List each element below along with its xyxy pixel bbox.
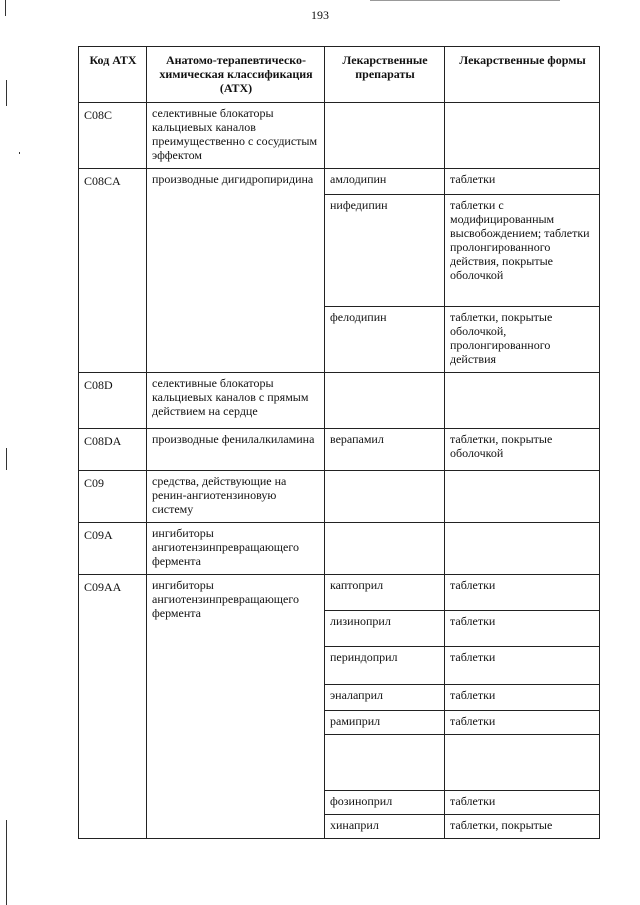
table-row: [79, 471, 600, 523]
atx-classification: селективные блокаторы кальциевых каналов с прямым действием на сердце: [147, 373, 325, 429]
scan-edge-mark: [6, 820, 7, 905]
drug-name: [325, 471, 445, 523]
atx-classification: средства, действующие на ренин-ангиотензиновую систему: [147, 471, 325, 523]
drug-name: верапамил: [325, 429, 445, 471]
drug-form: таблетки с модифицированным высвобождением; таблетки пролонгированного действия, покрытые оболочкой: [445, 195, 600, 307]
table-header-row: [79, 47, 600, 103]
drug-name: нифедипин: [325, 195, 445, 307]
header-classification: Анатомо-терапевтическо-химическая классификация (АТХ): [147, 47, 325, 103]
drug-name: каптоприл: [325, 575, 445, 611]
scan-edge-mark: [370, 0, 560, 1]
atx-code: C09A: [79, 523, 147, 575]
drug-form: таблетки: [445, 791, 600, 815]
header-code: Код АТХ: [79, 47, 147, 103]
atx-code: C08CA: [79, 169, 147, 373]
table-row: [79, 429, 600, 471]
drug-name: [325, 103, 445, 169]
atx-classification: производные дигидропиридина: [147, 169, 325, 373]
header-forms: Лекарственные формы: [445, 47, 600, 103]
drug-form: таблетки: [445, 711, 600, 735]
atx-classification: производные фенилалкиламина: [147, 429, 325, 471]
table-row: [79, 575, 600, 611]
atx-table: [78, 46, 600, 839]
atx-code: C08C: [79, 103, 147, 169]
scan-edge-mark: [6, 448, 7, 470]
drug-form: [445, 735, 600, 791]
drug-form: таблетки: [445, 611, 600, 647]
drug-form: таблетки, покрытые оболочкой: [445, 429, 600, 471]
table-row: [79, 523, 600, 575]
atx-classification: ингибиторы ангиотензинпревращающего фермента: [147, 575, 325, 839]
drug-name: лизиноприл: [325, 611, 445, 647]
drug-name: хинаприл: [325, 815, 445, 839]
drug-form: таблетки: [445, 647, 600, 685]
drug-name: периндоприл: [325, 647, 445, 685]
atx-code: C08DA: [79, 429, 147, 471]
drug-form: [445, 471, 600, 523]
drug-name: амлодипин: [325, 169, 445, 195]
atx-code: C09: [79, 471, 147, 523]
page-number: 193: [311, 8, 329, 22]
scan-edge-mark: [19, 152, 20, 154]
drug-form: таблетки: [445, 169, 600, 195]
atx-code: C09AA: [79, 575, 147, 839]
drug-form: таблетки, покрытые оболочкой, пролонгированного действия: [445, 307, 600, 373]
drug-form: таблетки: [445, 685, 600, 711]
scan-edge-mark: [5, 0, 6, 16]
table-row: [79, 103, 600, 169]
drug-name: рамиприл: [325, 711, 445, 735]
drug-name: фелодипин: [325, 307, 445, 373]
drug-form: таблетки, покрытые: [445, 815, 600, 839]
scan-edge-mark: [6, 80, 7, 106]
table-row: [79, 373, 600, 429]
drug-name: фозиноприл: [325, 791, 445, 815]
atx-code: C08D: [79, 373, 147, 429]
drug-name: [325, 735, 445, 791]
drug-name: [325, 523, 445, 575]
drug-form: [445, 103, 600, 169]
table-row: [79, 169, 600, 195]
drug-name: [325, 373, 445, 429]
drug-form: таблетки: [445, 575, 600, 611]
drug-form: [445, 523, 600, 575]
atx-classification: селективные блокаторы кальциевых каналов преимущественно с сосудистым эффектом: [147, 103, 325, 169]
drug-name: эналаприл: [325, 685, 445, 711]
drug-form: [445, 373, 600, 429]
atx-classification: ингибиторы ангиотензинпревращающего фермента: [147, 523, 325, 575]
header-drugs: Лекарственные препараты: [325, 47, 445, 103]
